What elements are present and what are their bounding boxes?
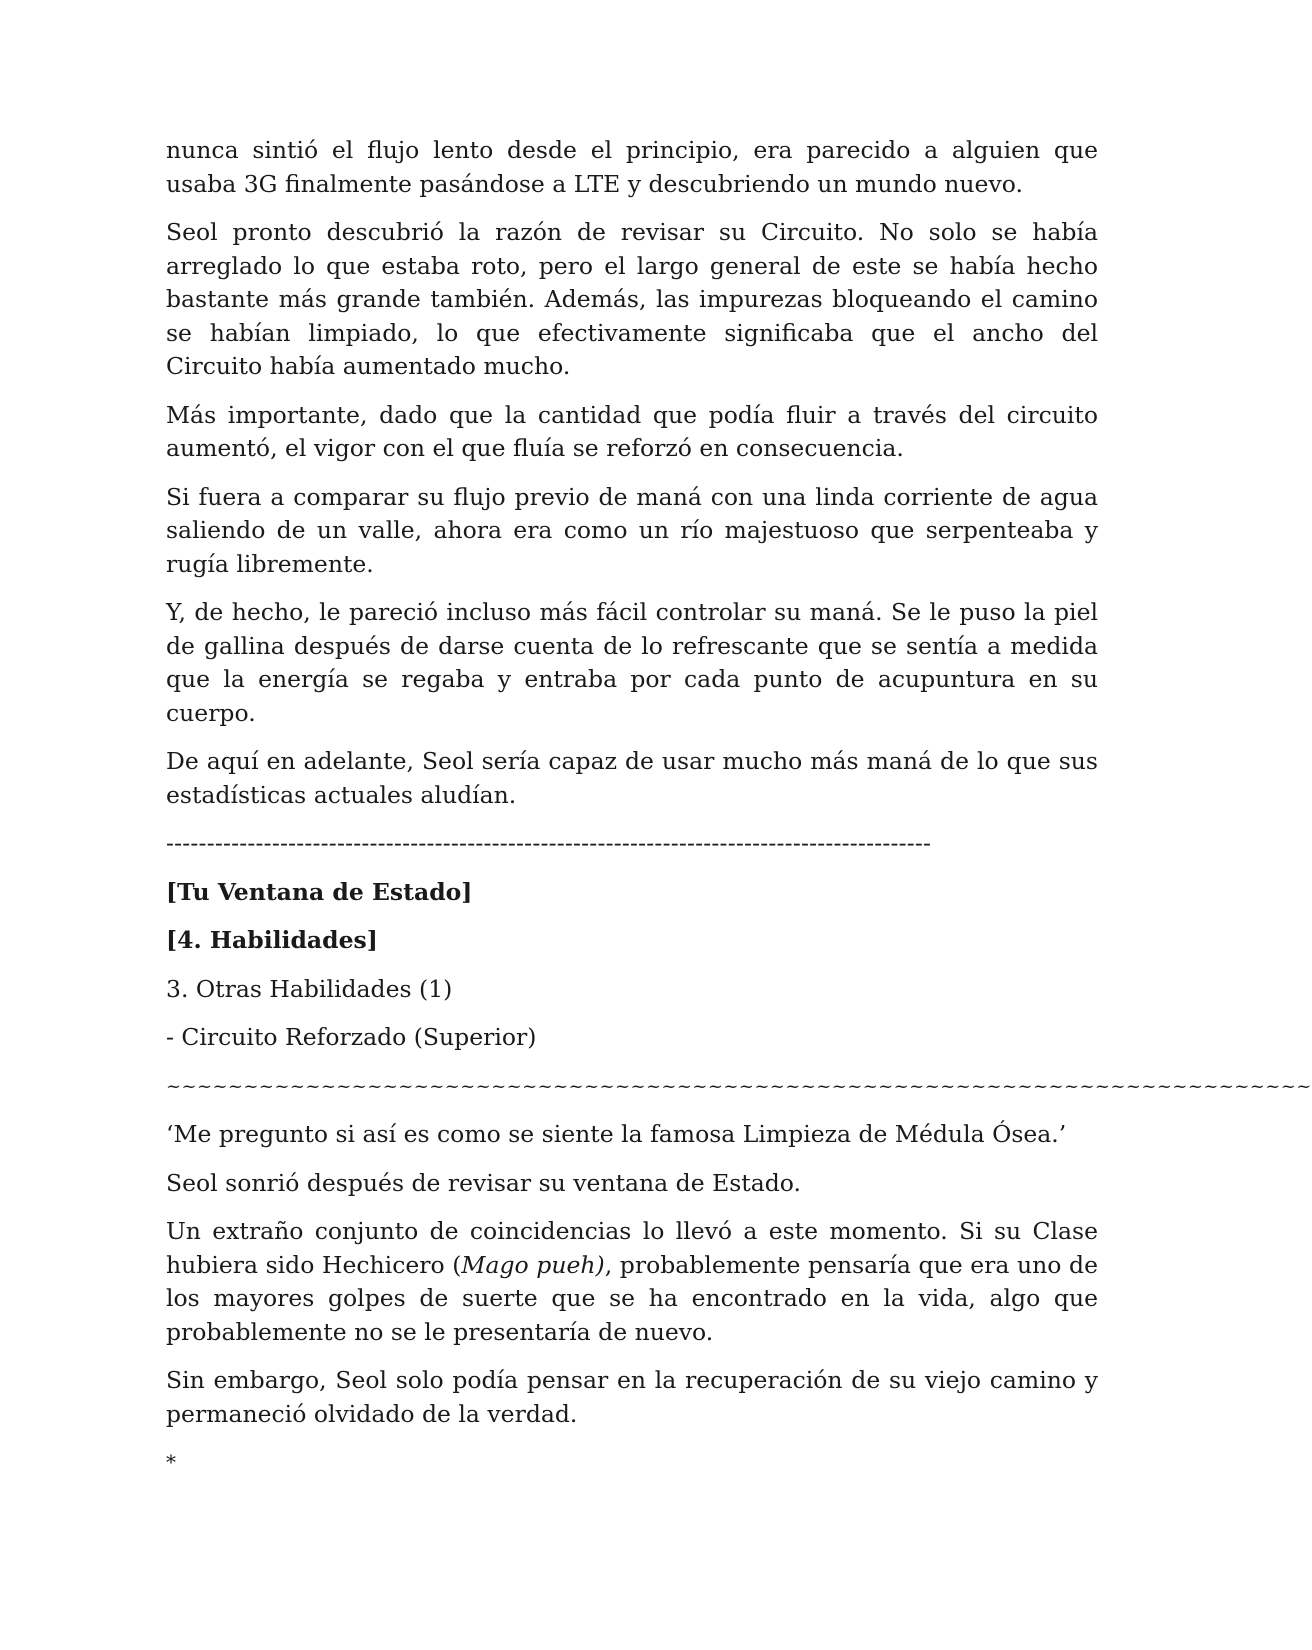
skills-category: 3. Otras Habilidades (1)	[166, 974, 453, 1003]
coincidence-italic: Mago pueh)	[461, 1250, 605, 1279]
paragraph-river: Si fuera a comparar su flujo previo de maná con una linda corriente de agua saliendo de un valle, ahora era como un río majestuoso que serpenteaba y rugía libremente.	[166, 482, 1098, 578]
coincidence-text-end: , probablemente pensaría que era uno de los mayores golpes de suerte que se ha encontrado en la vida, algo que probablemente no se le presentaría de nuevo.	[166, 1250, 1098, 1346]
paragraph-last: Sin embargo, Seol solo podía pensar en la recuperación de su viejo camino y permaneció olvidado de la verdad.	[166, 1366, 1098, 1428]
paragraph-from-now-on: De aquí en adelante, Seol sería capaz de usar mucho más maná de lo que sus estadísticas actuales aludían.	[166, 747, 1098, 809]
skill-item: - Circuito Reforzado (Superior)	[166, 1023, 537, 1051]
paragraph-coincidence	[166, 1215, 1098, 1349]
document-page	[166, 134, 1312, 1480]
paragraph-smile: Seol sonrió después de revisar su ventana de Estado.	[166, 1168, 801, 1197]
quote-line: ‘Me pregunto si así es como se siente la famosa Limpieza de Médula Ósea.’	[166, 1120, 1067, 1148]
coincidence-text-start: Un extraño conjunto de coincidencias lo llevó a este momento. Si su Clase hubiera sido Hechicero (	[166, 1217, 1098, 1279]
paragraph-circuit: Seol pronto descubrió la razón de revisar su Circuito. No solo se había arreglado lo que estaba roto, pero el largo general de este se había hecho bastante más grande también. Además, las impurezas bloqueando el camino se habían limpiado, lo que efectivamente significaba que el ancho del Circuito había aumentado mucho.	[166, 218, 1098, 380]
paragraph-control: Y, de hecho, le pareció incluso más fácil controlar su maná. Se le puso la piel de gallina después de darse cuenta de lo refrescante que se sentía a medida que la energía se regaba y entraba por cada punto de acupuntura en su cuerpo.	[166, 598, 1098, 727]
paragraph-vigor: Más importante, dado que la cantidad que podía fluir a través del circuito aumentó, el vigor con el que fluía se reforzó en consecuencia.	[166, 400, 1098, 462]
dash-separator: ----------------------------------------------------------------------------------------------	[166, 829, 932, 857]
status-window-section: [4. Habilidades]	[166, 926, 378, 954]
status-window-title: [Tu Ventana de Estado]	[166, 877, 473, 906]
tilde-separator: ~~~~~~~~~~~~~~~~~~~~~~~~~~~~~~~~~~~~~~~~~~~~~~~~~~~~~~~~~~~~~~~~~~~~~~~~~~	[166, 1075, 1312, 1097]
paragraph-flow: nunca sintió el flujo lento desde el principio, era parecido a alguien que usaba 3G finalmente pasándose a LTE y descubriendo un mundo nuevo.	[166, 136, 1098, 198]
scene-break: *	[166, 1450, 176, 1474]
